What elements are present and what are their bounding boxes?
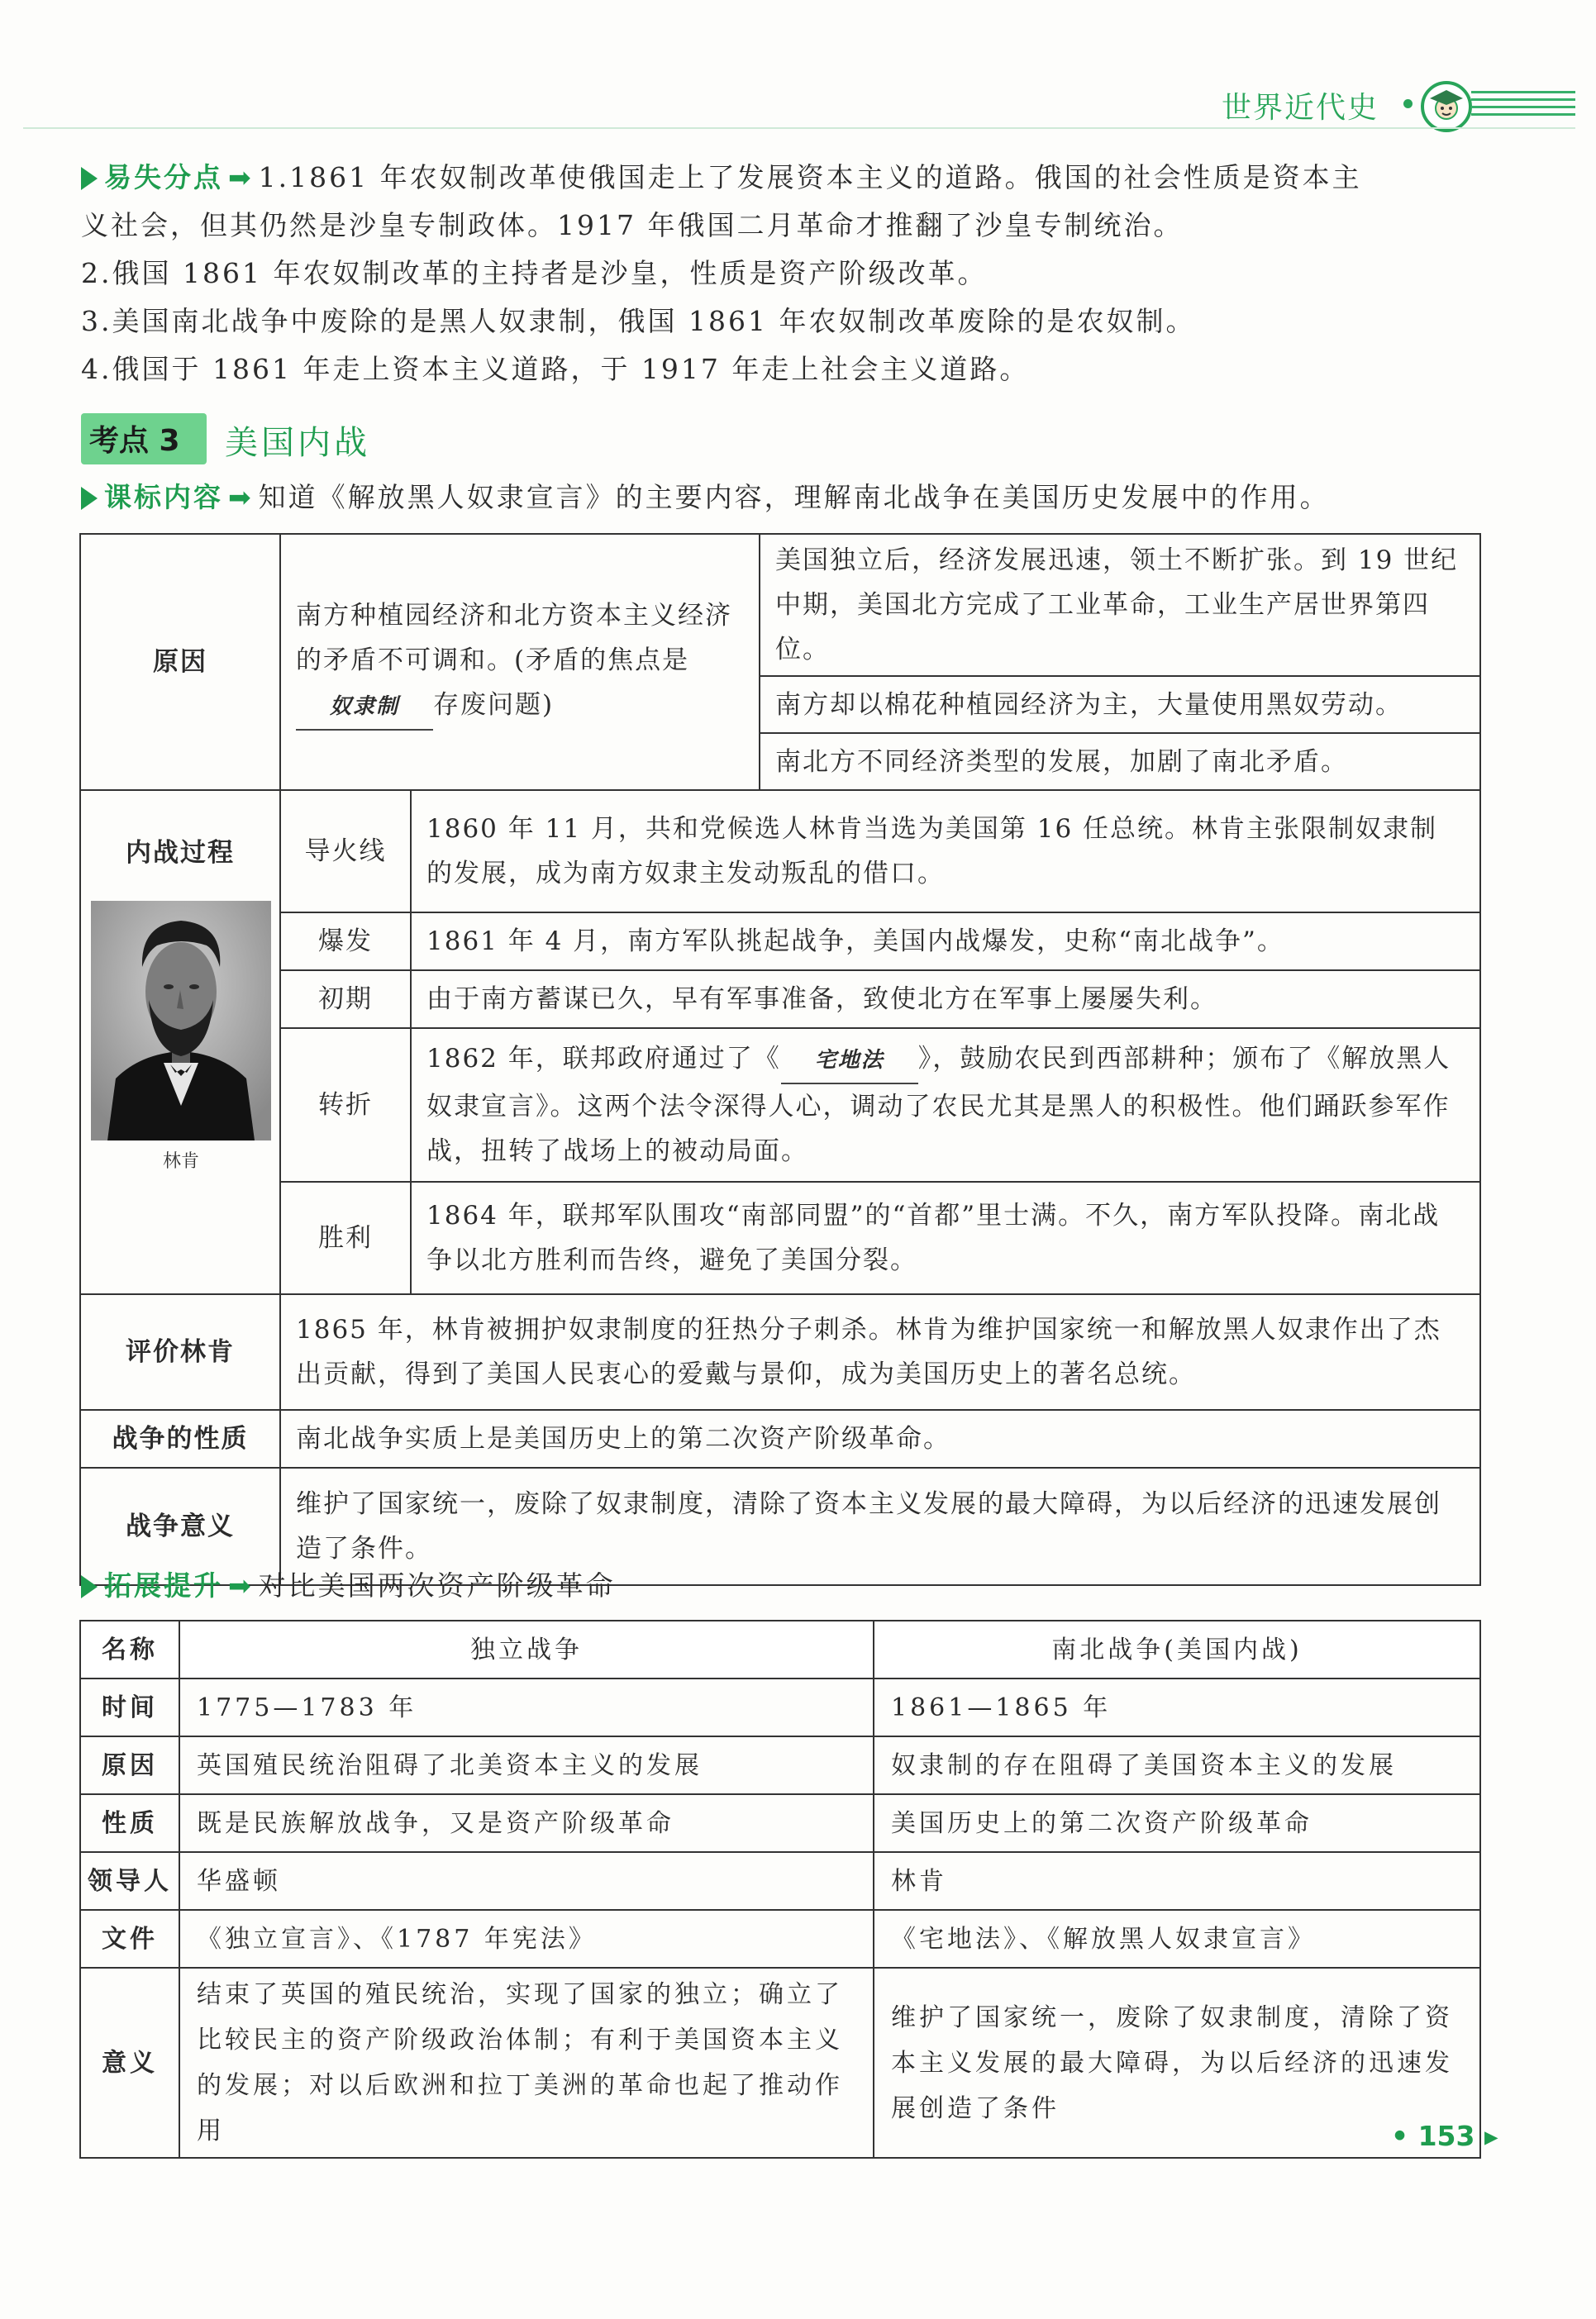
- lincoln-portrait: [91, 901, 271, 1140]
- compare-row: 原因 英国殖民统治阻碍了北美资本主义的发展 奴隶制的存在阻碍了美国资本主义的发展: [80, 1736, 1480, 1794]
- extension-line: [81, 1562, 1486, 1610]
- extension-tag: 拓展提升: [104, 1569, 223, 1602]
- compare-row: 时间 1775—1783 年 1861—1865 年: [80, 1679, 1480, 1736]
- evaluate-label: 评价林肯: [80, 1294, 280, 1410]
- arrow-icon: ➡: [228, 161, 254, 193]
- triangle-marker-icon: [81, 487, 98, 510]
- triangle-marker-icon: [81, 1575, 98, 1598]
- early-label: 初期: [280, 970, 411, 1028]
- compare-row: 性质 既是民族解放战争，又是资产阶级革命 美国历史上的第二次资产阶级革命: [80, 1794, 1480, 1852]
- mistakes-block: [81, 154, 1486, 393]
- turn-label: 转折: [280, 1028, 411, 1182]
- compare-row: 领导人 华盛顿 林肯: [80, 1852, 1480, 1910]
- victory-text: 1864 年，联邦军队围攻“南部同盟”的“首都”里士满。不久，南方军队投降。南北战争以北方胜利而告终，避免了美国分裂。: [411, 1182, 1480, 1294]
- compare-header-civil-war: 南北战争(美国内战): [874, 1621, 1480, 1679]
- compare-row: 意义 结束了英国的殖民统治，实现了国家的独立；确立了比较民主的资产阶级政治体制；有利于美国资本主义的发展；对以后欧洲和拉丁美洲的革命也起了推动作用 维护了国家统一，废除了奴隶制度，清除了资本主义发展的最大障碍，为以后经济的迅速发展创造了条件: [80, 1968, 1480, 2158]
- significance-text: 维护了国家统一，废除了奴隶制度，清除了资本主义发展的最大障碍，为以后经济的迅速发展创造了条件。: [280, 1468, 1480, 1585]
- compare-header-independence: 独立战争: [179, 1621, 874, 1679]
- cause-label: 原因: [80, 534, 280, 790]
- mistakes-line-2: 义社会，但其仍然是沙皇专制政体。1917 年俄国二月革命才推翻了沙皇专制统治。: [81, 209, 1184, 241]
- curriculum-text: 知道《解放黑人奴隶宣言》的主要内容，理解南北战争在美国历史发展中的作用。: [258, 481, 1330, 513]
- student-logo-icon: [1420, 80, 1473, 133]
- mistakes-point-4: 4.俄国于 1861 年走上资本主义道路，于 1917 年走上社会主义道路。: [81, 353, 1030, 385]
- civil-war-table: [79, 533, 1481, 1586]
- evaluate-text: 1865 年，林肯被拥护奴隶制度的狂热分子刺杀。林肯为维护国家统一和解放黑人奴隶作出了杰出贡献，得到了美国人民衷心的爱戴与景仰，成为美国历史上的著名总统。: [280, 1294, 1480, 1410]
- fuse-label: 导火线: [280, 790, 411, 912]
- mistakes-line-1: 易失分点 ➡ 1.1861 年农奴制改革使俄国走上了发展资本主义的道路。俄国的社会性质是资本主: [81, 154, 1486, 202]
- page-number: • 153 ▸: [1391, 2120, 1498, 2152]
- outbreak-label: 爆发: [280, 912, 411, 970]
- cause-reason-3: 南北方不同经济类型的发展，加剧了南北矛盾。: [760, 733, 1480, 790]
- turn-text: 1862 年，联邦政府通过了《 宅地法 》，鼓励农民到西部耕种；颁布了《解放黑人奴隶宣言》。这两个法令深得人心，调动了农民尤其是黑人的积极性。他们踊跃参军作战，扭转了战场上的被动局面。: [411, 1028, 1480, 1182]
- header-rule: [23, 127, 1575, 129]
- header-dot: [1403, 99, 1413, 108]
- process-label: 内战过程: [80, 790, 280, 1294]
- running-header-title: 世界近代史: [1222, 91, 1379, 125]
- curriculum-line: [81, 474, 1536, 521]
- nature-label: 战争的性质: [80, 1410, 280, 1468]
- victory-label: 胜利: [280, 1182, 411, 1294]
- compare-row: 文件 《独立宣言》、《1787 年宪法》 《宅地法》、《解放黑人奴隶宣言》: [80, 1910, 1480, 1968]
- nature-text: 南北战争实质上是美国历史上的第二次资产阶级革命。: [280, 1410, 1480, 1468]
- compare-table: [79, 1620, 1481, 2159]
- cause-answer-blank: 奴隶制: [296, 684, 433, 731]
- section-title: 美国内战: [225, 424, 370, 462]
- extension-text: 对比美国两次资产阶级革命: [258, 1569, 616, 1602]
- outbreak-text: 1861 年 4 月，南方军队挑起战争，美国内战爆发，史称“南北战争”。: [411, 912, 1480, 970]
- cause-reason-1: 美国独立后，经济发展迅速，领土不断扩张。到 19 世纪中期，美国北方完成了工业革命，工业生产居世界第四位。: [760, 534, 1480, 676]
- early-text: 由于南方蓄谋已久，早有军事准备，致使北方在军事上屡屡失利。: [411, 970, 1480, 1028]
- portrait-caption: 林肯: [162, 1151, 199, 1172]
- cause-summary: 南方种植园经济和北方资本主义经济的矛盾不可调和。(矛盾的焦点是奴隶制 存废问题): [280, 534, 760, 790]
- arrow-icon: ➡: [228, 1569, 254, 1602]
- compare-header-name: 名称: [80, 1621, 179, 1679]
- compare-header-row: [80, 1621, 1480, 1679]
- section-label: 考点 3: [89, 424, 180, 458]
- cause-reason-2: 南方却以棉花种植园经济为主，大量使用黑奴劳动。: [760, 676, 1480, 733]
- curriculum-tag: 课标内容: [104, 481, 223, 513]
- arrow-icon: ➡: [228, 481, 254, 513]
- fuse-text: 1860 年 11 月，共和党候选人林肯当选为美国第 16 任总统。林肯主张限制奴隶制的发展，成为南方奴隶主发动叛乱的借口。: [411, 790, 1480, 912]
- significance-label: 战争意义: [80, 1468, 280, 1585]
- header-decoration: [1471, 91, 1575, 121]
- triangle-marker-icon: [81, 167, 98, 190]
- mistakes-point-3: 3.美国南北战争中废除的是黑人奴隶制，俄国 1861 年农奴制改革废除的是农奴制。: [81, 305, 1196, 337]
- mistakes-tag: 易失分点: [104, 161, 223, 193]
- mistakes-point-2: 2.俄国 1861 年农奴制改革的主持者是沙皇，性质是资产阶级改革。: [81, 257, 988, 289]
- turn-answer-blank: 宅地法: [781, 1038, 918, 1084]
